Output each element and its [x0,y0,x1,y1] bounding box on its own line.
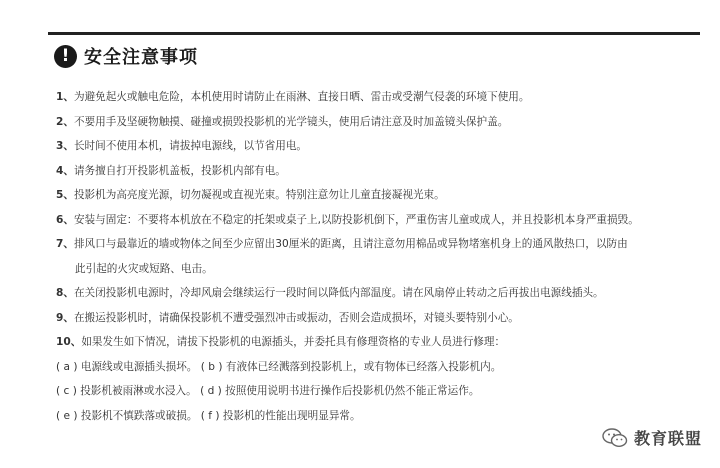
item-number: 5、 [56,189,74,201]
item-text: 为避免起火或触电危险，本机使用时请防止在雨淋、直接日晒、雷击或受潮气侵袭的环境下使用。 [73,91,530,103]
item-text: 此引起的火灾或短路、电击。 [75,262,213,275]
item-text: 在搬运投影机时，请确保投影机不遭受强烈冲击或振动，否则会造成损坏，对镜头要特别小心。 [73,311,519,324]
item-text: 安装与固定：不要将本机放在不稳定的托架或桌子上,以防投影机倒下，严重伤害儿童或成人，并且投影机本身严重损毁。 [73,213,639,226]
page-title: 安全注意事项 [84,47,198,68]
list-item-continuation [56,257,706,282]
item-text: 如果发生如下情况，请拔下投影机的电源插头，并委托具有修理资格的专业人员进行修理： [81,336,506,348]
item-number: 8、 [56,287,74,299]
item-number: 3、 [56,140,74,152]
sub-item-row [56,355,706,380]
item-number: 2、 [56,115,74,128]
list-item [56,281,706,306]
list-item [56,208,706,233]
sub-item-row [56,404,706,429]
watermark-text: 教育联盟 [633,429,702,448]
list-item [56,183,706,208]
watermark [602,426,702,449]
item-number: 7、 [56,238,74,250]
list-item [56,232,706,257]
sub-item-row [56,379,706,404]
item-text: 排风口与最靠近的墙或物体之间至少应留出30厘米的距离，且请注意勿用棉品或异物堵塞机身上的通风散热口，以防由 [73,238,628,250]
list-item [56,306,706,331]
item-text: ( a ) 电源线或电源插头损坏。 ( b ) 有液体已经溅落到投影机上，或有物体已经落入投影机内。 [56,360,502,373]
list-item [56,159,706,184]
top-divider [48,32,700,35]
item-text: 在关闭投影机电源时，冷却风扇会继续运行一段时间以降低内部温度。请在风扇停止转动之后再拔出电源线插头。 [73,287,604,299]
exclamation-circle-icon: ! [54,45,77,68]
item-number: 10、 [56,336,82,348]
item-number: 1、 [56,91,74,103]
list-item [56,110,706,135]
section-header [54,43,198,69]
item-text: 不要用手及坚硬物触摸、碰撞或损毁投影机的光学镜头，使用后请注意及时加盖镜头保护盖。 [73,115,509,128]
list-item [56,134,706,159]
list-item [56,330,706,355]
item-number: 6、 [56,213,74,226]
item-text: 请务擅自打开投影机盖板，投影机内部有电。 [73,164,286,177]
item-number: 9、 [56,311,74,324]
wechat-icon [602,428,628,448]
list-item [56,85,706,110]
safety-list [56,85,706,428]
item-number: 4、 [56,164,74,177]
item-text: ( c ) 投影机被雨淋或水浸入。 ( d ) 按照使用说明书进行操作后投影机仍然不能正常运作。 [56,385,480,397]
item-text: 长时间不使用本机，请拔掉电源线，以节省用电。 [73,140,308,152]
item-text: ( e ) 投影机不慎跌落或破损。 ( f ) 投影机的性能出现明显异常。 [56,409,361,422]
item-text: 投影机为高亮度光源，切勿凝视或直视光束。特别注意勿让儿童直接凝视光束。 [73,189,445,201]
